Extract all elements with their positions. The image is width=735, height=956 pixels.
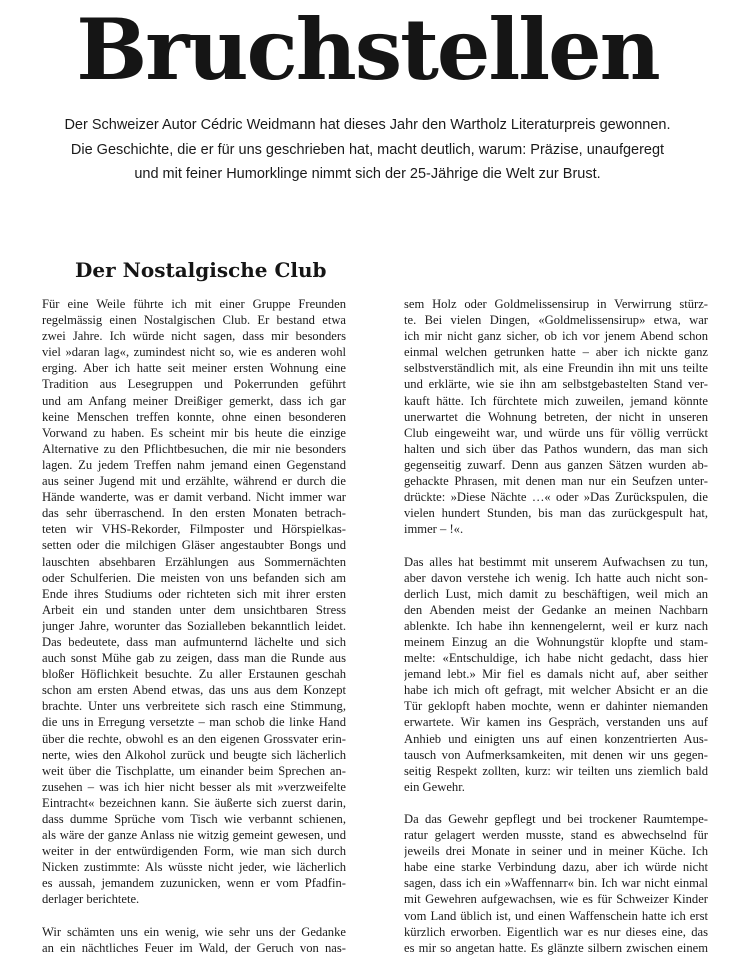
text-line: ein Gewehr. (404, 779, 465, 794)
text-line: Da das Gewehr gepflegt und bei trockener Raumtempe- (404, 812, 708, 826)
text-line: Arbeit ein und standen unter dem unsichtbaren Stress (42, 602, 346, 617)
text-line: vielen hundert Stunden, bis man das zurückgespult hat, (404, 506, 708, 521)
text-line: Club eingeweiht war, und würde uns für völlig verrückt (404, 425, 708, 440)
text-line: Eintracht« bezeichnen kann. Sie äußerte sich zuerst darin, (42, 795, 346, 810)
text-line: brachte. Unter uns verbreitete sich rasch eine Stimmung, (42, 699, 346, 714)
text-line: zwei Jahre. Ich würde nicht sagen, dass mir besonders (42, 329, 346, 344)
section-title: Der Nostalgische Club (75, 258, 327, 282)
text-line: jeweils drei Monate in seiner und in meiner Küche. Ich (404, 844, 708, 859)
text-line: aus seiner Jugend mit und erzählte, während er durch die (42, 474, 346, 489)
text-column-right (404, 296, 708, 956)
text-line: Nicken zustimmte: Als wüsste nicht jeder, wie lächerlich (42, 860, 346, 875)
text-line: Tradition aus Lesegruppen und Pokerrunden geführt (42, 377, 346, 392)
text-line: dass dumme Sprüche vom Tisch wie verbannt schienen, (42, 812, 346, 826)
text-line: jemand lebt.» Mir fiel es damals nicht auf, aber seither (404, 667, 708, 682)
text-line: derlager berichtete. (42, 892, 140, 907)
text-line: vom Land üblich ist, und einen Waffenschein hatte ich erst (404, 908, 708, 923)
text-line: ablenkte. Ich habe ihn kennengelernt, weil er kurz nach (404, 618, 708, 633)
text-line: erging. Aber ich hatte seit meiner ersten Wohnung eine (42, 361, 346, 376)
text-line: drückte: »Diese Nächte …« oder »Das Zurückspulen, die (404, 490, 708, 505)
text-line: erwartete. Wir kamen ins Gespräch, verstanden uns auf (404, 715, 708, 730)
text-line: Hände wanderte, was er damit verband. Nicht immer war (42, 490, 346, 505)
text-line: sem Holz oder Goldmelissensirup in Verwirrung stürz- (404, 297, 708, 311)
text-line: habe eine starke Verbindung dazu, aber ich würde nicht (404, 860, 708, 875)
text-line: te. Bei vielen Dingen, «Goldmelissensirup» etwa, war (404, 313, 708, 328)
text-line: oder Schulferien. Die meisten von uns befanden sich am (42, 570, 346, 585)
text-line: es aussah, jemandem zuzunicken, wenn er vom Pfadfin- (42, 876, 346, 891)
text-line: weit über die Tischplatte, um einander beim Sprechen an- (42, 763, 346, 778)
text-line: ratur gelagert werden musste, stand es abwechselnd für (404, 828, 708, 843)
text-line: und am Anfang meiner Dreißiger gemerkt, dass ich gar (42, 393, 346, 408)
text-line: immer – !«. (404, 522, 464, 537)
article-title: Bruchstellen (76, 0, 659, 99)
text-line: über die rechte, obwohl es an den eigenen Grossvater erin- (42, 731, 346, 746)
text-line: kürzlich erworben. Eigentlich war es nur dieses eine, das (404, 924, 708, 939)
text-line: Für eine Weile führte ich mit einer Gruppe Freunden (42, 297, 346, 311)
text-line: melte: «Entschuldige, ich habe nicht gedacht, dass hier (404, 651, 708, 666)
text-line: setten oder die milchigen Gläser angestaubter Bongs und (42, 538, 346, 553)
text-line: zusehen – was ich hier nicht besser als mit »verzweifelte (42, 779, 346, 794)
text-line: junger Jahre, worunter das Sozialleben bekanntlich leidet. (42, 618, 346, 633)
text-line: auch sonst Mühe gab zu zeigen, dass man die Runde aus (42, 651, 346, 666)
text-line: aber davon verstehe ich wenig. Ich hatte auch nicht son- (404, 570, 708, 585)
text-line: weiter in der entwürdigenden Form, wie man sich durch (42, 844, 346, 859)
text-line: den Abenden meist der Gedanke an meinen Nachbarn (404, 602, 708, 617)
text-line: unerwartet die Wohnung betreten, der nicht in unseren (404, 409, 708, 424)
text-line: viel »daran lag«, zumindest nicht so, wie es anderen wohl (42, 345, 346, 360)
text-line: Das bedeutete, dass man aufmunternd lächelte und sich (42, 634, 346, 649)
text-line: teten wir VHS-Rekorder, Filmposter und Hörspielkas- (42, 522, 346, 537)
text-line: Tür geklopft haben mochte, wenn er dahinter niemanden (404, 699, 708, 714)
text-line: Alternative zu den Pflichtbesuchen, die mir nie besonders (42, 441, 346, 456)
text-line: derlich Lust, mich damit zu beschäftigen, weil mich an (404, 586, 708, 601)
text-line: Das alles hat bestimmt mit unserem Aufwachsen zu tun, (404, 554, 708, 569)
text-line: lagen. Zu jedem Treffen nahm jemand einen Gegenstand (42, 457, 346, 472)
text-line: es mir so angetan hatte. Es glänzte silbern zwischen einem (404, 940, 708, 955)
text-line: selbstverständlich mit, als eine Freundin ihn mit uns teilte (404, 361, 708, 376)
text-line: bloßer Höflichkeit besuchte. Zu aller Erstaunen geschah (42, 667, 346, 682)
text-line: einmal welchen getrunken hatte – aber ich nickte ganz (404, 345, 708, 360)
text-line: nerte, wies den Alkohol zurück und beugte sich lächerlich (42, 747, 346, 762)
text-line: das sehr überraschend. In den ersten Monaten betrach- (42, 506, 346, 521)
paragraph-gap (42, 908, 346, 924)
text-line: habe ich mich oft gefragt, mit welcher Absicht er an die (404, 683, 708, 698)
text-line: gegenseitig zuwarf. Denn aus ganzen Sätzen wurden ab- (404, 457, 708, 472)
text-line: mit Gewehren aufgewachsen, wie es für Schweizer Kinder (404, 892, 708, 907)
text-line: als wäre der ganze Anlass nie witzig gemeint gewesen, und (42, 828, 346, 843)
text-line: gehackte Phrasen, mit denen man nur ein Seufzen unter- (404, 474, 708, 489)
text-line: keine Menschen treffen konnte, ohne einen besonderen (42, 409, 346, 424)
text-line: und erklärte, wie sie ihn am selbstgebastelten Stand ver- (404, 377, 708, 392)
text-line: Ende ihres Studiums oder richteten sich mit ihrer ersten (42, 586, 346, 601)
paragraph-gap (404, 537, 708, 553)
text-column-left (42, 296, 346, 956)
article-lead: Der Schweizer Autor Cédric Weidmann hat dieses Jahr den Wartholz Literaturpreis gewonnen. Die Geschichte, die er für uns geschrieben hat, macht deutlich, warum: Präzise, unaufgeregt und mit feiner Humorklinge nimmt sich der 25-Jährige die Welt zur Brust. (64, 117, 671, 182)
text-line: Anhieb und einigten uns auf einen konzentrierten Aus- (404, 731, 708, 746)
paragraph-gap (404, 795, 708, 811)
text-line: halten und sich über das Pathos wundern, das man sich (404, 441, 708, 456)
text-line: Wir schämten uns ein wenig, wie sehr uns der Gedanke (42, 924, 346, 939)
text-line: Vorwand zu haben. Es scheint mir bis heute die einzige (42, 425, 346, 440)
text-line: sagen, dass ich ein »Waffennarr« bin. Ich war nicht einmal (404, 876, 708, 891)
text-line: an ein nächtliches Feuer im Wald, der Geruch von nas- (42, 940, 346, 955)
text-line: seitig Respekt zollten, kurz: wir teilten uns ziemlich bald (404, 763, 708, 778)
text-line: meinem Einzug an die Wohnungstür klopfte und stam- (404, 634, 708, 649)
text-line: tausch von Aufmerksamkeiten, mit denen wir uns gegen- (404, 747, 708, 762)
text-line: kauft hätte. Ich fürchtete mich zuweilen, jemand könnte (404, 393, 708, 408)
text-line: lauschten absehbaren Erzählungen aus Sommernächten (42, 554, 346, 569)
text-line: schon am ersten Abend etwas, das uns aus dem Konzept (42, 683, 346, 698)
text-line: die uns in Erregung versetzte – man schob die linke Hand (42, 715, 346, 730)
text-line: regelmässig einen Nostalgischen Club. Er bestand etwa (42, 313, 346, 328)
text-line: ich mir nicht ganz sicher, ob ich vor jenem Abend schon (404, 329, 708, 344)
